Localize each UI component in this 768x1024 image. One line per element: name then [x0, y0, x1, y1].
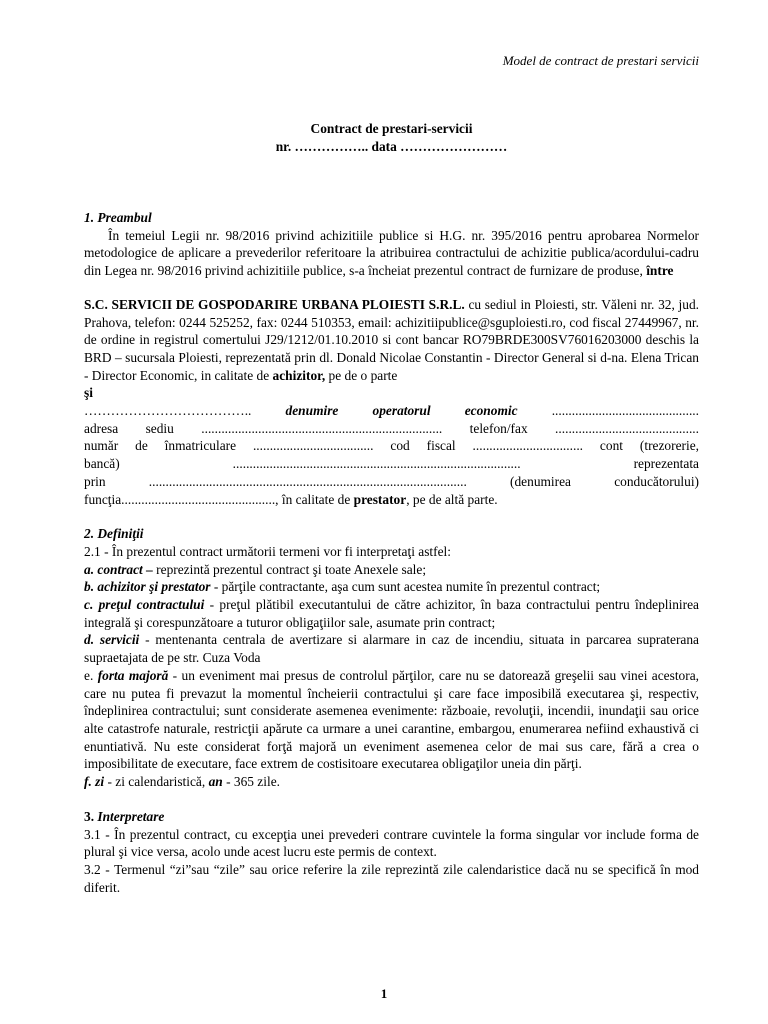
buyer-name: S.C. SERVICII DE GOSPODARIRE URBANA PLOIESTI S.R.L.	[84, 296, 465, 312]
document-body	[84, 209, 699, 896]
section-1-heading: 1. Preambul	[84, 210, 152, 225]
interpretation-3-2: 3.2 - Termenul “zi”sau “zile” sau orice referire la zile reprezintă zile calendaristice dacă nu se specifică în mod diferit.	[84, 861, 699, 895]
definition-d: d. servicii - mentenanta centrala de avertizare si alarmare in caz de incendiu, situata in parcarea supraterana supraetajata de pe str. Cuza Voda	[84, 632, 699, 666]
buyer-role: achizitor,	[272, 367, 326, 383]
title-line-1: Contract de prestari-servicii	[310, 121, 473, 136]
interpretation-3-1: 3.1 - În prezentul contract, cu excepţia unei prevederi contrare cuvintele la forma singular vor include forma de plural şi vice versa, acolo unde acest lucru este permis de context.	[84, 826, 699, 860]
section-3-heading: 3. Interpretare	[84, 808, 165, 824]
and-word: şi	[84, 385, 93, 401]
preamble-paragraph: În temeiul Legii nr. 98/2016 privind achizitiile publice si H.G. nr. 395/2016 pentru aprobarea Normelor metodologice de aplicare a prevederilor referitoare la atribuirea contractului de achizitie publica/acordului-cadru din Legea nr. 98/2016 privind achizitiile publice, s-a încheiat prezentul contract de furnizare de produse, între	[84, 227, 699, 279]
definition-f: f. zi - zi calendaristică, an - 365 zile.	[84, 774, 280, 790]
document-header: Model de contract de prestari servicii	[502, 53, 699, 68]
definitions-intro: 2.1 - În prezentul contract următorii termeni vor fi interpretaţi astfel:	[84, 543, 451, 559]
definition-c: c. preţul contractului - preţul plătibil executantului de către achizitor, în baza contractului pentru îndeplinirea integrală şi corespunzătoare a tuturor obligaţiilor sale, asumate prin contract;	[84, 597, 700, 630]
operator-name-line: ……………………………….. denumire operatorul economic ............................................	[84, 403, 699, 419]
title-line-2: nr. …………….. data ……………………	[275, 139, 508, 154]
operator-bank-line: bancă) ...................................................................................... reprezentata	[84, 456, 699, 472]
definition-a: a. contract – reprezintă prezentul contract şi toate Anexele sale;	[84, 561, 427, 577]
operator-representative-line: prin ............................................................................................... (denumirea conducătorului)	[84, 473, 699, 489]
definition-e: e. forta majoră - un eveniment mai presus de controlul părţilor, care nu se datorează greşelii sau vinei acestora, care nu putea fi prevazut la momentul încheierii contractului şi care face imposibilă executarea şi, respectiv, îndeplinirea contractului; sunt considerate asemenea evenimente: războaie, revoluţii, incendii, inundaţii sau orice alte catastrofe naturale, restricţii apărute ca urmare a unei carantine, embargou, enumerarea nefiind exhaustivă ci enuntiativă. Nu este considerat forţă majoră un eveniment asemenea celor de mai sus care, fără a crea o imposibilitate de executare, face extrem de costisitoare executarea obligaţilor uneia din părţi.	[84, 667, 700, 772]
definition-b: b. achizitor şi prestator - părţile contractante, aşa cum sunt acestea numite în prezentul contract;	[84, 579, 601, 595]
operator-registration-line: număr de înmatriculare .................................... cod fiscal ................................. cont (trezorerie,	[84, 438, 699, 454]
operator-address-line: adresa sediu ........................................................................ telefon/fax ...........................................	[84, 420, 699, 436]
page-number: 1	[380, 986, 388, 1001]
section-2-heading: 2. Definiţii	[84, 526, 144, 542]
buyer-paragraph: S.C. SERVICII DE GOSPODARIRE URBANA PLOIESTI S.R.L. cu sediul in Ploiesti, str. Văleni nr. 32, jud. Prahova, telefon: 0244 525252, fax: 0244 510353, email: achizitiipublice@sguploiesti.ro, cod fiscal 27449967, nr. de ordine in registrul comertului J29/1212/01.10.2010 si cont bancar RO79BRDE300SV76016203000 deschis la BRD – sucursala Ploiesti, reprezentată prin dl. Donald Nicolae Constantin - Director General si d-na. Elena Trican - Director Economic, in calitate de achizitor, pe de o parte	[84, 296, 699, 383]
operator-function-line: funcţia.............................................., în calitate de prestator, pe de altă parte.	[84, 491, 498, 507]
contract-title	[84, 120, 699, 156]
